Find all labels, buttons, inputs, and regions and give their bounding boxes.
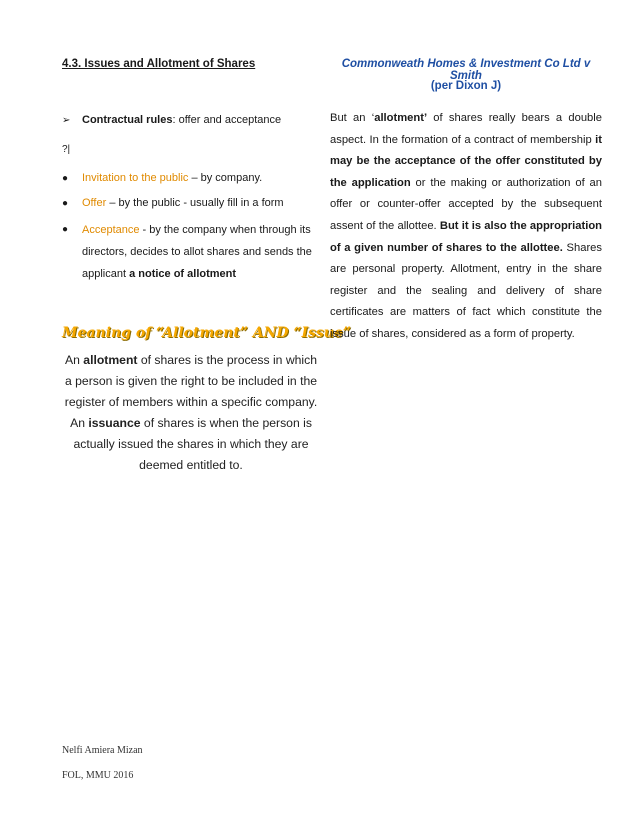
arrow-bullet-icon: ➢: [62, 115, 71, 126]
case-paragraph: [330, 108, 602, 346]
stray-glyph: ?|: [62, 144, 71, 155]
item-bold-tail: a notice of allotment: [129, 268, 237, 280]
case-bold-text: But it is also the appropriation of a given number of shares to the allottee.: [330, 219, 602, 254]
term-issuance: issuance: [88, 416, 141, 430]
list-item: [62, 193, 317, 214]
meaning-text: of shares is when the person is actually issued the shares in which they are deemed entitled to.: [73, 416, 312, 472]
case-text: or the making or authorization of an offer or counter-offer accepted by the subsequent assent of the allottee.: [330, 176, 602, 232]
case-text: But an ‘: [330, 112, 375, 124]
list-item: [62, 219, 317, 285]
item-text: - by the company when through its directors, decides to allot shares and sends the applicant: [82, 224, 312, 280]
case-judge: (per Dixon J): [430, 80, 502, 92]
meaning-text: of shares is the process in which a person is given the right to be included in the register of members within a specific company. An: [64, 353, 318, 430]
case-text: Shares are personal property. Allotment, entry in the share register and the sealing and delivery of share certificates are matters of fact which constitute the issue of shares, considered as a form of property.: [330, 241, 602, 340]
item-term: Invitation to the public: [82, 172, 189, 184]
contractual-rules-label: Contractual rules: [82, 114, 173, 126]
case-bold-text: it may be the acceptance of the offer constituted by the application: [330, 133, 602, 189]
item-term: Acceptance: [82, 224, 140, 236]
case-bold-text: allotment’: [374, 112, 428, 124]
list-item: [62, 168, 317, 189]
footer-author: Nelfi Amiera Mizan: [62, 745, 143, 756]
section-title: 4.3. Issues and Allotment of Shares: [62, 58, 256, 70]
item-text: – by the public - usually fill in a form: [106, 197, 284, 209]
item-term: Offer: [82, 197, 107, 209]
case-title: Commonweath Homes & Investment Co Ltd v Smith: [341, 58, 591, 82]
meaning-heading: Meaning of “Allotment” AND “Issue”: [62, 325, 351, 341]
item-text: – by company.: [188, 172, 263, 184]
dot-bullet-icon: ●: [62, 198, 69, 209]
contractual-rules-item: [62, 110, 317, 131]
contractual-rules-text: : offer and acceptance: [172, 114, 282, 126]
footer-course: FOL, MMU 2016: [62, 770, 134, 781]
meaning-paragraph: [62, 350, 320, 476]
case-text: of shares really bears a double aspect. In the formation of a contract of membership: [330, 112, 602, 146]
meaning-text: An: [65, 353, 84, 367]
dot-bullet-icon: ●: [62, 224, 69, 235]
term-allotment: allotment: [83, 353, 138, 367]
dot-bullet-icon: ●: [62, 173, 69, 184]
